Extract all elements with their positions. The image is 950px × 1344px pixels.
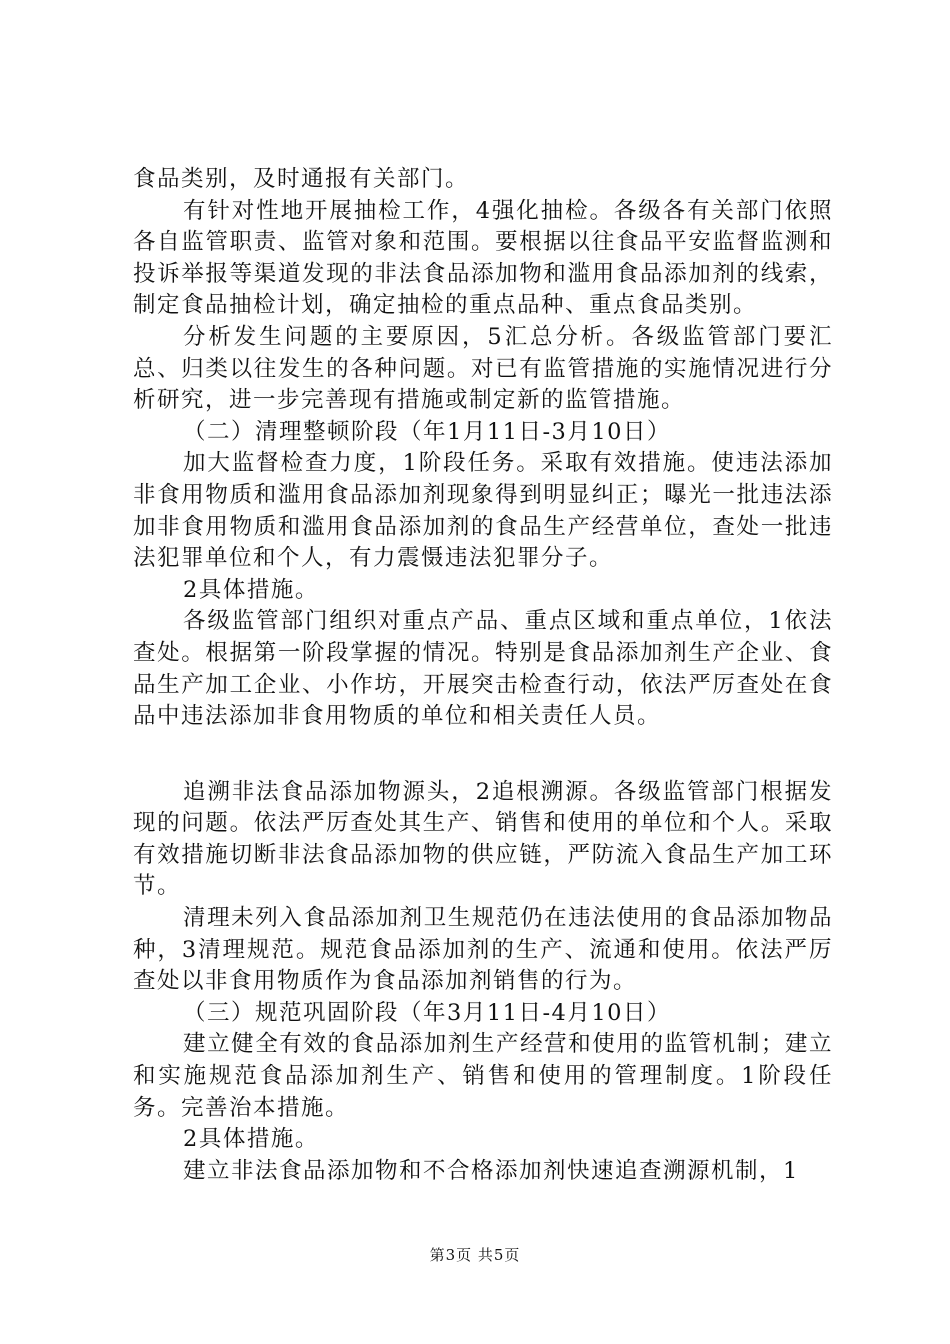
section-heading-consolidation-phase: （三）规范巩固阶段（年3月11日-4月10日） [183, 999, 671, 1026]
subheading-specific-measures: 2具体措施。 [183, 576, 319, 603]
paragraph-gap [133, 733, 833, 777]
paragraph-sampling-inspection: 有针对性地开展抽检工作，4强化抽检。各级各有关部门依照各自监管职责、监管对象和范围。要根据以往食品平安监督监测和投诉举报等渠道发现的非法食品添加物和滥用食品添加剂的线索，制定食品抽检计划，确定抽检的重点品种、重点食品类别。 [133, 197, 833, 319]
paragraph-investigate-by-law: 各级监管部门组织对重点产品、重点区域和重点单位，1依法查处。根据第一阶段掌握的情况。特别是食品添加剂生产企业、食品生产加工企业、小作坊，开展突击检查行动，依法严厉查处在食品中违法添加非食用物质的单位和相关责任人员。 [133, 608, 833, 730]
page-number-footer: 第3页 共5页 [429, 1246, 521, 1264]
paragraph-continuation: 食品类别，及时通报有关部门。 [133, 166, 470, 192]
paragraph-rapid-tracing: 建立非法食品添加物和不合格添加剂快速追查溯源机制，1 [183, 1157, 799, 1184]
document-body [133, 164, 833, 1187]
subheading-specific-measures-2: 2具体措施。 [183, 1126, 319, 1153]
paragraph-trace-source: 追溯非法食品添加物源头，2追根溯源。各级监管部门根据发现的问题。依法严厉查处其生产、销售和使用的单位和个人。采取有效措施切断非法食品添加物的供应链，严防流入食品生产加工环节。 [133, 778, 833, 900]
paragraph-summary-analysis: 分析发生问题的主要原因，5汇总分析。各级监管部门要汇总、归类以往发生的各种问题。对已有监管措施的实施情况进行分析研究，进一步完善现有措施或制定新的监管措施。 [133, 323, 833, 414]
paragraph-establish-mechanism: 建立健全有效的食品添加剂生产经营和使用的监管机制；建立和实施规范食品添加剂生产、销售和使用的管理制度。1阶段任务。完善治本措施。 [133, 1031, 833, 1121]
paragraph-clean-up-standardize: 清理未列入食品添加剂卫生规范仍在违法使用的食品添加物品种，3清理规范。规范食品添加剂的生产、流通和使用。依法严厉查处以非食用物质作为食品添加剂销售的行为。 [133, 905, 833, 995]
section-heading-rectification-phase: （二）清理整顿阶段（年1月11日-3月10日） [183, 418, 671, 445]
paragraph-phase-tasks: 加大监督检查力度，1阶段任务。采取有效措施。使违法添加非食用物质和滥用食品添加剂现象得到明显纠正；曝光一批违法添加非食用物质和滥用食品添加剂的食品生产经营单位，查处一批违法犯罪单位和个人，有力震慑违法犯罪分子。 [133, 450, 833, 572]
